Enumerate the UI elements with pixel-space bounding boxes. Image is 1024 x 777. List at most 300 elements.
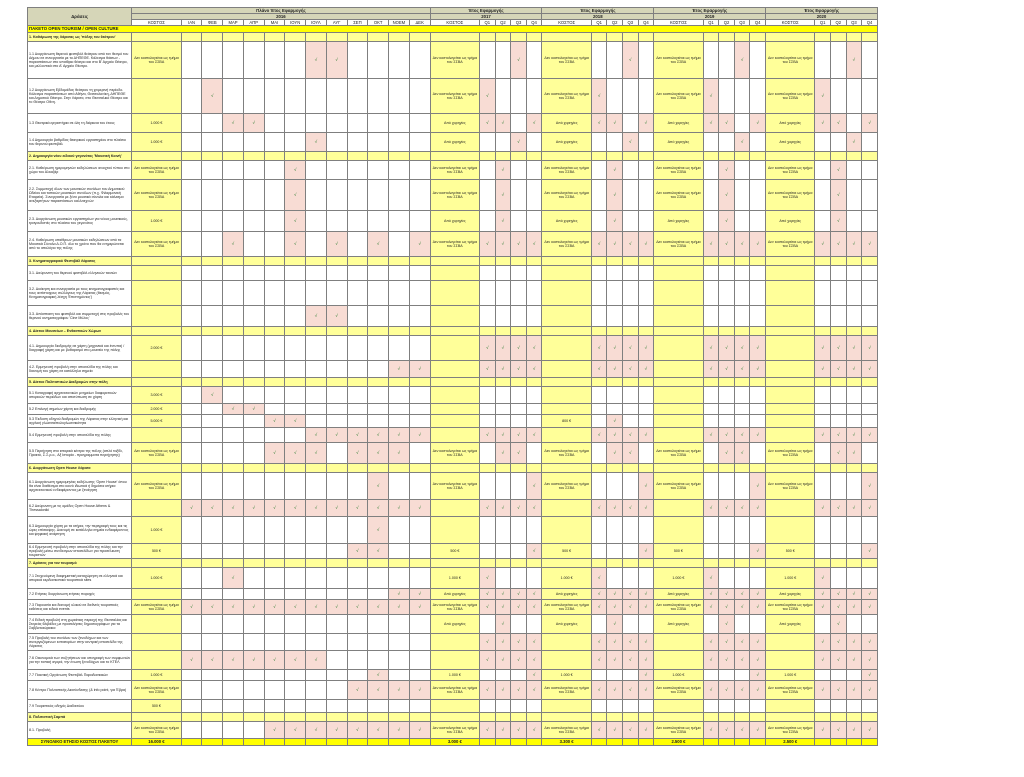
month-cell: √ (202, 387, 223, 404)
quarter-cell: √ (846, 651, 862, 670)
quarter-cell: √ (734, 133, 750, 152)
action-label: 5.2 Επιλογή σημείων χάρτη και διαδρομής (28, 404, 132, 415)
quarter-cell (607, 473, 623, 500)
action-row (28, 281, 878, 306)
empty-cell (223, 257, 244, 266)
month-cell (264, 133, 285, 152)
quarter-cell (623, 114, 639, 133)
quarter-cell: √ (815, 651, 831, 670)
quarter-cell (703, 404, 719, 415)
empty-cell (846, 378, 862, 387)
empty-cell (389, 152, 410, 161)
empty-cell (347, 713, 368, 722)
month-cell: √ (223, 114, 244, 133)
month-cell: √ (202, 651, 223, 670)
quarter-cell (846, 615, 862, 634)
quarter-cell: √ (750, 722, 766, 739)
empty-cell (285, 33, 306, 42)
quarter-cell: √ (480, 79, 496, 114)
cost-2017 (430, 306, 479, 327)
quarter-cell (734, 161, 750, 180)
quarter-cell (734, 670, 750, 681)
quarter-cell: √ (862, 681, 878, 700)
empty-cell (181, 713, 202, 722)
quarter-cell (862, 517, 878, 544)
month-cell (202, 306, 223, 327)
quarter-cell (495, 133, 511, 152)
action-row (28, 670, 878, 681)
cost-2016 (132, 361, 181, 378)
quarter-cell: √ (703, 681, 719, 700)
quarter-cell: √ (623, 681, 639, 700)
empty-cell (285, 327, 306, 336)
quarter-cell (831, 306, 847, 327)
quarter-cell (719, 79, 735, 114)
quarter-cell (703, 473, 719, 500)
empty-cell (347, 327, 368, 336)
cost-2016 (132, 651, 181, 670)
month-cell (347, 615, 368, 634)
month-cell: √ (409, 232, 430, 257)
month-cell: √ (264, 651, 285, 670)
quarter-cell: √ (815, 232, 831, 257)
quarter-cell: √ (623, 600, 639, 615)
month-cell (285, 670, 306, 681)
month-cell (202, 404, 223, 415)
quarter-cell (719, 544, 735, 559)
quarter-cell: √ (815, 428, 831, 443)
quarter-cell: √ (511, 133, 527, 152)
cost-2019: Δεν κοστολογείται ως τμήμα του ΣΣΒΑ (654, 232, 703, 257)
quarter-cell: √ (831, 589, 847, 600)
quarter-cell (526, 568, 542, 589)
empty-cell (815, 739, 831, 746)
action-label: 5.5 Περιήγηση στα ιστορικά κέντρα της πόλης (απλό ταξίδι, Πρακτό, Σ.Σ.ρ.ο., Αξ Ιστορία - προγραμματα περιήγησης) (28, 443, 132, 464)
month-cell: √ (347, 500, 368, 517)
quarter-cell (526, 700, 542, 713)
empty-cell (495, 152, 511, 161)
month-cell (306, 266, 327, 281)
action-label: 3.2. Διοίκηση και συνεργασία με τους κινηματογραφιστές και τους αντίστοιχους συλλόγους της Λάρισας (θεσμός, Κινηματογραφική λέσχη 'Επιστημόνιος') (28, 281, 132, 306)
cost-2016: 2.000 € (132, 404, 181, 415)
quarter-cell (815, 473, 831, 500)
quarter-cell: √ (480, 651, 496, 670)
quarter-cell (511, 387, 527, 404)
empty-cell (542, 152, 591, 161)
quarter-cell: √ (623, 336, 639, 361)
quarter-cell: √ (638, 589, 654, 600)
month-cell: √ (347, 600, 368, 615)
month-cell (368, 387, 389, 404)
section-row (28, 713, 878, 722)
section-title: 2. Δημιουργία νέου ειδικού γεγονότος 'Μουσική Κοινή' (28, 152, 132, 161)
empty-cell (719, 327, 735, 336)
quarter-cell: √ (750, 232, 766, 257)
quarter-cell (526, 517, 542, 544)
empty-cell (542, 257, 591, 266)
month-header: ΙΟΥΛ (306, 20, 327, 26)
quarter-cell: √ (511, 443, 527, 464)
month-cell: √ (326, 600, 347, 615)
quarter-cell (734, 415, 750, 428)
empty-cell (243, 378, 264, 387)
action-label: 5.1 Καταγραφή αρχιτεκτονικών μνημείων διαφορετικών ιστορικών περιόδων και αποτύπωση σε χάρτη (28, 387, 132, 404)
month-cell (285, 306, 306, 327)
cost-2020: Από χορηγίες (766, 114, 815, 133)
cost-2019 (654, 306, 703, 327)
quarter-cell: √ (815, 589, 831, 600)
action-label: 6.2 Διεύρυνση με τις ομάδες Open House Athens & Thessaloniki (28, 500, 132, 517)
empty-cell (243, 713, 264, 722)
month-cell (409, 568, 430, 589)
empty-cell (368, 33, 389, 42)
section-title: 1. Καθιέρωση της Λάρισας ως 'πόλης του θεάτρου' (28, 33, 132, 42)
month-cell (181, 722, 202, 739)
action-row (28, 428, 878, 443)
cost-2018: Δεν κοστολογείται ως τμήμα του ΣΣΒΑ (542, 681, 591, 700)
month-cell (347, 161, 368, 180)
empty-cell (591, 257, 607, 266)
quarter-cell (750, 42, 766, 79)
month-cell: √ (389, 600, 410, 615)
quarter-cell (846, 404, 862, 415)
cost-2017: Δεν κοστολογείται ως τμήμα του ΣΣΒΑ (430, 180, 479, 211)
month-cell (243, 266, 264, 281)
quarter-cell (831, 670, 847, 681)
cost-2017: 1.000 € (430, 568, 479, 589)
empty-cell (766, 378, 815, 387)
month-cell (223, 517, 244, 544)
quarter-cell: √ (750, 544, 766, 559)
quarter-cell (480, 42, 496, 79)
month-cell (368, 306, 389, 327)
cost-2017 (430, 361, 479, 378)
month-cell (409, 415, 430, 428)
quarter-cell (623, 306, 639, 327)
quarter-cell: √ (591, 722, 607, 739)
cost-2018: 1.000 € (542, 670, 591, 681)
quarter-cell: √ (623, 42, 639, 79)
empty-cell (542, 559, 591, 568)
month-cell (306, 232, 327, 257)
quarter-cell (638, 700, 654, 713)
quarter-cell: √ (703, 114, 719, 133)
quarter-cell: √ (526, 361, 542, 378)
empty-cell (815, 152, 831, 161)
quarter-cell (719, 404, 735, 415)
month-cell (181, 517, 202, 544)
month-cell (264, 114, 285, 133)
quarter-cell: √ (846, 500, 862, 517)
empty-cell (181, 257, 202, 266)
empty-cell (306, 33, 327, 42)
empty-cell (846, 559, 862, 568)
empty-cell (202, 713, 223, 722)
cost-2020 (766, 500, 815, 517)
quarter-cell: √ (480, 589, 496, 600)
quarter-cell (526, 161, 542, 180)
empty-cell (607, 257, 623, 266)
quarter-cell: √ (831, 443, 847, 464)
month-cell: √ (368, 681, 389, 700)
quarter-cell (734, 544, 750, 559)
quarter-cell (495, 387, 511, 404)
section-row (28, 257, 878, 266)
month-header: ΙΟΥΝ (285, 20, 306, 26)
cost-2020: Δεν κοστολογείται ως τμήμα του ΣΣΒΑ (766, 232, 815, 257)
month-cell (202, 266, 223, 281)
quarter-cell: √ (846, 133, 862, 152)
quarter-cell (734, 79, 750, 114)
month-header: ΙΑΝ (181, 20, 202, 26)
cost-header: ΚΟΣΤΟΣ (654, 20, 703, 26)
cost-2017: Από χορηγίες (430, 114, 479, 133)
month-cell (223, 79, 244, 114)
empty-cell (719, 559, 735, 568)
quarter-cell (526, 266, 542, 281)
quarter-cell (623, 615, 639, 634)
quarter-cell: √ (831, 500, 847, 517)
empty-cell (719, 713, 735, 722)
month-cell (243, 387, 264, 404)
empty-cell (638, 327, 654, 336)
month-header: ΑΥΓ (326, 20, 347, 26)
empty-cell (591, 378, 607, 387)
quarter-cell: √ (526, 651, 542, 670)
empty-cell (430, 152, 479, 161)
month-cell: √ (326, 42, 347, 79)
quarter-cell (607, 133, 623, 152)
month-cell: √ (181, 651, 202, 670)
quarter-cell (526, 404, 542, 415)
empty-cell (243, 739, 264, 746)
empty-cell (480, 152, 496, 161)
month-cell (389, 517, 410, 544)
quarter-cell (750, 306, 766, 327)
quarter-cell (495, 266, 511, 281)
month-cell: √ (306, 306, 327, 327)
month-cell (285, 79, 306, 114)
empty-cell (181, 378, 202, 387)
quarter-cell (591, 404, 607, 415)
quarter-cell (623, 415, 639, 428)
cost-2019: Από χορηγίες (654, 589, 703, 600)
month-cell (264, 517, 285, 544)
empty-cell (815, 257, 831, 266)
empty-cell (264, 152, 285, 161)
month-cell: √ (409, 722, 430, 739)
quarter-cell: √ (831, 615, 847, 634)
quarter-cell: √ (623, 133, 639, 152)
action-row (28, 600, 878, 615)
cost-2017 (430, 281, 479, 306)
quarter-cell (511, 161, 527, 180)
cost-2017 (430, 634, 479, 651)
quarter-cell: √ (846, 443, 862, 464)
month-cell (368, 589, 389, 600)
cost-2016: Δεν κοστολογείται ως τμήμα του ΣΣΒΑ (132, 161, 181, 180)
month-cell (326, 266, 347, 281)
empty-cell (368, 152, 389, 161)
quarter-cell: √ (831, 722, 847, 739)
month-cell (326, 634, 347, 651)
empty-cell (389, 464, 410, 473)
action-label: 1.3 Θεατρικά εργαστήρια σε όλη τη διάρκεια του έτους (28, 114, 132, 133)
empty-cell (326, 739, 347, 746)
quarter-cell (623, 700, 639, 713)
quarter-cell: √ (607, 681, 623, 700)
empty-cell (862, 559, 878, 568)
empty-cell (495, 739, 511, 746)
quarter-cell: √ (511, 500, 527, 517)
quarter-cell: √ (750, 500, 766, 517)
month-cell (243, 306, 264, 327)
month-cell (368, 211, 389, 232)
empty-cell (526, 378, 542, 387)
empty-cell (831, 464, 847, 473)
empty-cell (638, 378, 654, 387)
empty-cell (831, 152, 847, 161)
section-row (28, 327, 878, 336)
cost-2017 (430, 336, 479, 361)
month-cell (306, 281, 327, 306)
empty-cell (306, 378, 327, 387)
quarter-cell: √ (607, 114, 623, 133)
quarter-cell: √ (719, 500, 735, 517)
year-title-header: Έτος Εφαρμογής (654, 8, 766, 14)
quarter-cell (591, 544, 607, 559)
cost-2016: 3.000 € (132, 387, 181, 404)
month-cell: √ (223, 568, 244, 589)
quarter-cell: √ (703, 336, 719, 361)
quarter-cell: √ (526, 722, 542, 739)
empty-cell (815, 559, 831, 568)
month-cell: √ (285, 722, 306, 739)
cost-2020: Από χορηγίες (766, 615, 815, 634)
month-cell (202, 232, 223, 257)
quarter-cell (846, 79, 862, 114)
empty-cell (480, 33, 496, 42)
quarter-cell: √ (734, 232, 750, 257)
quarter-cell (862, 615, 878, 634)
quarter-cell (638, 79, 654, 114)
quarter-cell (511, 615, 527, 634)
quarter-cell (703, 700, 719, 713)
empty-cell (495, 257, 511, 266)
empty-cell (132, 464, 181, 473)
month-cell: √ (243, 500, 264, 517)
cost-2017: Δεν κοστολογείται ως τμήμα του ΣΣΒΑ (430, 722, 479, 739)
empty-cell (181, 739, 202, 746)
month-cell (409, 443, 430, 464)
month-cell (223, 387, 244, 404)
quarter-cell (815, 306, 831, 327)
quarter-cell: √ (831, 681, 847, 700)
quarter-cell: √ (526, 634, 542, 651)
month-cell (243, 336, 264, 361)
total-2017: 3.000 € (430, 739, 479, 746)
cost-2018: Δεν κοστολογείται ως τμήμα του ΣΣΒΑ (542, 600, 591, 615)
total-2020: 2.500 € (766, 739, 815, 746)
quarter-cell (638, 133, 654, 152)
plan-year-header: 2016 (132, 14, 430, 20)
month-cell (306, 589, 327, 600)
empty-cell (306, 559, 327, 568)
month-cell (409, 180, 430, 211)
quarter-cell: √ (734, 600, 750, 615)
quarter-cell: √ (831, 336, 847, 361)
empty-cell (243, 559, 264, 568)
empty-cell (654, 378, 703, 387)
quarter-cell (511, 544, 527, 559)
empty-cell (306, 713, 327, 722)
quarter-cell (591, 306, 607, 327)
empty-cell (368, 327, 389, 336)
empty-cell (638, 33, 654, 42)
cost-2018 (542, 266, 591, 281)
empty-cell (223, 378, 244, 387)
quarter-header: Q3 (623, 20, 639, 26)
empty-cell (132, 33, 181, 42)
quarter-cell (591, 266, 607, 281)
action-label: 7.1 Στοχευόμενη διαφημιστική καταχώρηση σε ελληνικά και ιστορικά κερδοσκοπικά τουριστικά sites (28, 568, 132, 589)
quarter-cell: √ (480, 336, 496, 361)
quarter-cell: √ (750, 634, 766, 651)
quarter-cell: √ (750, 336, 766, 361)
month-cell: √ (243, 114, 264, 133)
empty-cell (306, 327, 327, 336)
quarter-cell: √ (750, 473, 766, 500)
quarter-cell: √ (703, 722, 719, 739)
month-cell: √ (389, 443, 410, 464)
quarter-cell (511, 180, 527, 211)
empty-cell (766, 33, 815, 42)
month-cell (347, 266, 368, 281)
quarter-cell (862, 79, 878, 114)
quarter-cell (831, 700, 847, 713)
month-cell (285, 544, 306, 559)
quarter-cell (526, 79, 542, 114)
cost-2016 (132, 589, 181, 600)
action-row (28, 544, 878, 559)
month-cell: √ (243, 404, 264, 415)
quarter-cell: √ (511, 232, 527, 257)
quarter-cell: √ (831, 180, 847, 211)
action-label: 8.1. Προβολή (28, 722, 132, 739)
quarter-cell: √ (750, 114, 766, 133)
month-cell (389, 634, 410, 651)
quarter-cell (815, 211, 831, 232)
month-cell (368, 651, 389, 670)
section-row (28, 559, 878, 568)
month-header: ΜΑΙ (264, 20, 285, 26)
cost-2020 (766, 336, 815, 361)
quarter-cell: √ (846, 42, 862, 79)
quarter-cell: √ (815, 361, 831, 378)
quarter-cell: √ (719, 722, 735, 739)
empty-cell (132, 559, 181, 568)
month-cell: √ (389, 589, 410, 600)
quarter-cell (703, 443, 719, 464)
month-cell: √ (326, 232, 347, 257)
empty-cell (495, 713, 511, 722)
quarter-cell (734, 281, 750, 306)
quarter-cell: √ (719, 443, 735, 464)
quarter-cell: √ (815, 568, 831, 589)
action-row (28, 306, 878, 327)
quarter-cell: √ (480, 361, 496, 378)
quarter-cell (511, 79, 527, 114)
